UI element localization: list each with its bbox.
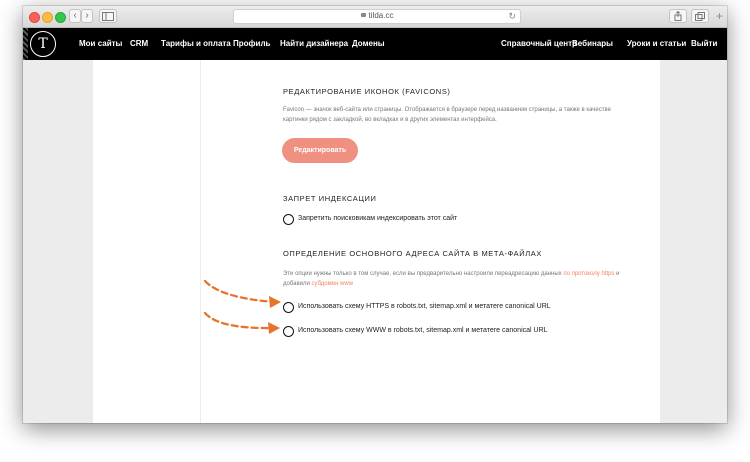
favicon-description: Favicon — значок веб-сайта или страницы. Отображается в браузере перед названием страницы, а также в качестве картинки рядом с закладкой, во вкладках и в других элементах интерфейса. — [283, 107, 611, 123]
https-protocol-link[interactable]: по протоколу https — [563, 271, 615, 277]
nav-crm[interactable]: CRM — [130, 39, 149, 48]
arrow-head-https — [269, 296, 281, 308]
browser-window — [23, 6, 727, 423]
https-scheme-label: Использовать схему HTTPS в robots.txt, sitemap.xml и метатеге canonical URL — [298, 303, 551, 310]
reload-icon[interactable]: ↻ — [508, 11, 516, 21]
nav-find-designer[interactable]: Найти дизайнера — [280, 39, 349, 48]
indexing-section-title: ЗАПРЕТ ИНДЕКСАЦИИ — [283, 194, 377, 203]
back-icon: ‹ — [73, 10, 77, 21]
forward-icon: › — [85, 10, 89, 21]
arrow-head-www — [268, 322, 280, 334]
nav-help-center[interactable]: Справочный центр — [501, 39, 577, 48]
main-address-section-title: ОПРЕДЕЛЕНИЕ ОСНОВНОГО АДРЕСА САЙТА В МЕТА-ФАЙЛАХ — [283, 249, 542, 258]
arrow-to-https-option — [205, 281, 275, 302]
arrow-to-www-option — [205, 313, 273, 328]
nav-tariffs[interactable]: Тарифы и оплата — [161, 39, 231, 48]
edit-favicon-button[interactable]: Редактировать — [282, 138, 358, 163]
main-address-description-mid: и добавили — [283, 271, 620, 287]
nav-logout[interactable]: Выйти — [691, 39, 718, 48]
www-subdomain-link[interactable]: субдомен www — [311, 281, 354, 287]
nav-webinars[interactable]: Вебинары — [572, 39, 613, 48]
disable-indexing-label: Запретить поисковикам индексировать этот сайт — [298, 215, 458, 222]
main-address-description-start: Эти опции нужны только в том случае, если вы предварительно настроили переадресацию данных — [283, 271, 564, 277]
plus-icon[interactable]: + — [715, 9, 723, 23]
nav-my-sites[interactable]: Мои сайты — [79, 39, 123, 48]
nav-lessons[interactable]: Уроки и статьи — [627, 39, 687, 48]
address-url: tilda.cc — [368, 11, 394, 20]
annotation-arrows — [23, 6, 727, 423]
tilda-logo[interactable]: T — [30, 31, 56, 57]
nav-domains[interactable]: Домены — [352, 39, 385, 48]
favicon-section-title: РЕДАКТИРОВАНИЕ ИКОНОК (FAVICONS) — [283, 87, 451, 96]
www-scheme-label: Использовать схему WWW в robots.txt, sitemap.xml и метатеге canonical URL — [298, 327, 548, 334]
nav-profile[interactable]: Профиль — [233, 39, 271, 48]
